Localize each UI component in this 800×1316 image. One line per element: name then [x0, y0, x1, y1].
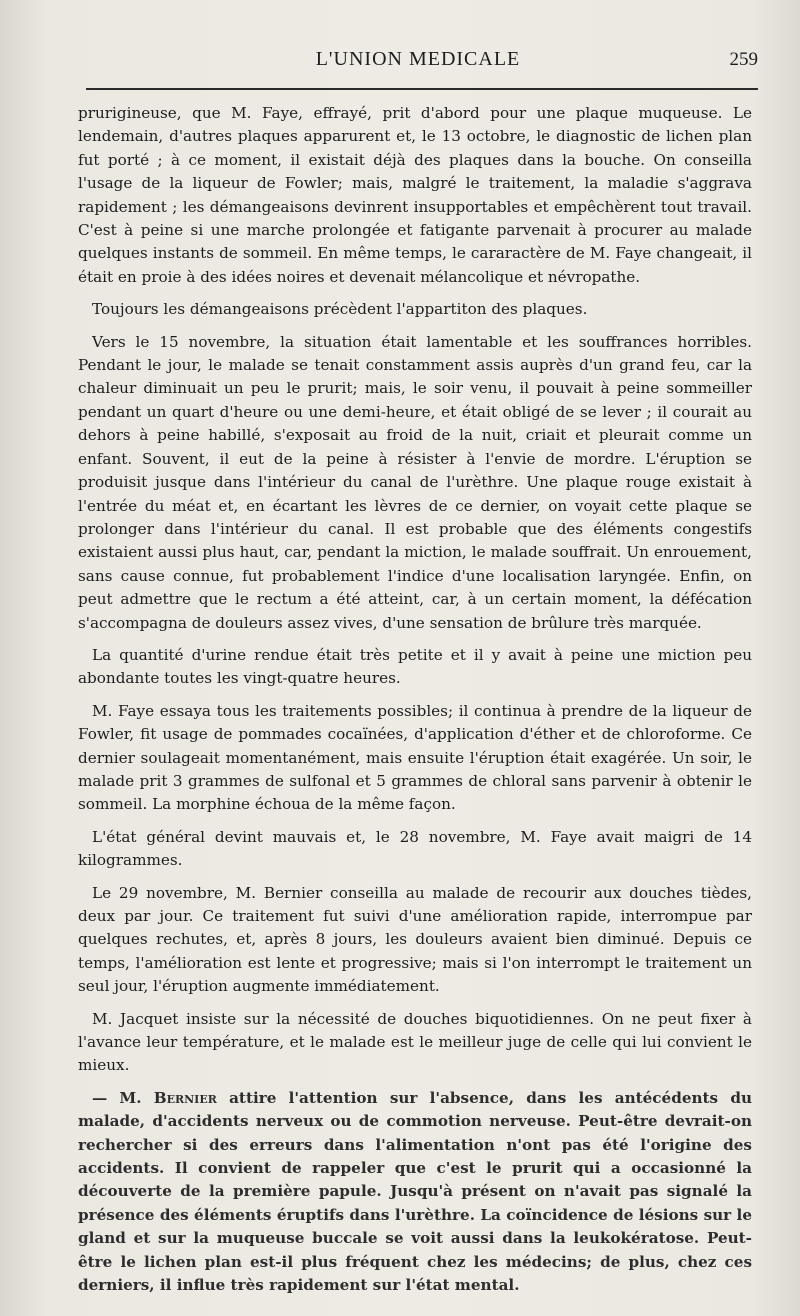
- paragraph-4: La quantité d'urine rendue était très petite et il y avait à peine une miction peu abondante toutes les vingt-quatre heures.: [78, 645, 752, 688]
- speaker-name: Bernier: [153, 1088, 217, 1107]
- dash-prefix: — M.: [92, 1088, 154, 1107]
- paragraph-1: prurigineuse, que M. Faye, effrayé, prit d'abord pour une plaque muqueuse. Le lendemain, d'autres plaques apparurent et, le 13 octobre, le diagnostic de lichen plan fut porté ; à ce moment, il existait déjà des plaques dans la bouche. On conseilla l'usage de la liqueur de Fowler; mais, malgré le traitement, la maladie s'aggrava rapidement ; les démangeaisons devinrent insupportables et empêchèrent tout travail. C'est à peine si une marche prolongée et fatigante parvenait à procurer au malade quelques instants de sommeil. En même temps, le cararactère de M. Faye changeait, il était en proie à des idées noires et devenait mélancolique et névropathe.: [78, 104, 752, 286]
- running-title: L'UNION MEDICALE: [315, 48, 521, 70]
- paragraph-8: M. Jacquet insiste sur la nécessité de douches biquotidiennes. On ne peut fixer à l'avance leur température, et le malade est le meilleur juge de celle qui lui convient le mieux.: [78, 1009, 752, 1075]
- article-body: [78, 102, 752, 1307]
- paragraph-9-text: attire l'attention sur l'absence, dans les antécédents du malade, d'accidents nerveux ou de commotion nerveuse. Peut-être devrait-on rechercher si des erreurs dans l'alimentation n'ont pas été l'origine des accidents. Il convient de rappeler que c'est le prurit qui a occasionné la découverte de la première papule. Jusqu'à présent on n'avait pas signalé la présence des éléments éruptifs dans l'urèthre. La coïncidence de lésions sur le gland et sur la muqueuse buccale se voit aussi dans la leukokératose. Peut-être le lichen plan est-il plus fréquent chez les médecins; de plus, chez ces derniers, il influe très rapidement sur l'état mental.: [78, 1088, 752, 1295]
- paragraph-7: Le 29 novembre, M. Bernier conseilla au malade de recourir aux douches tièdes, deux par jour. Ce traitement fut suivi d'une amélioration rapide, interrompue par quelques rechutes, et, après 8 jours, les douleurs avaient bien diminué. Depuis ce temps, l'amélioration est lente et progressive; mais si l'on interrompt le traitement un seul jour, l'éruption augmente immédiatement.: [78, 883, 752, 996]
- page-number: 259: [729, 49, 758, 70]
- paragraph-2: Toujours les démangeaisons précèdent l'appartiton des plaques.: [92, 300, 588, 319]
- paragraph-9: [78, 1087, 752, 1298]
- page-header: [78, 48, 758, 78]
- paragraph-3: Vers le 15 novembre, la situation était lamentable et les souffrances horribles. Pendant le jour, le malade se tenait constamment assis auprès d'un grand feu, car la chaleur diminuait un peu le prurit; mais, le soir venu, il pouvait à peine sommeiller pendant un quart d'heure ou une demi-heure, et était obligé de se lever ; il courait au dehors à peine habillé, s'exposait au froid de la nuit, criait et pleurait comme un enfant. Souvent, il eut de la peine à résister à l'envie de mordre. L'éruption se produisit jusque dans l'intérieur du canal de l'urèthre. Une plaque rouge existait à l'entrée du méat et, en écartant les lèvres de ce dernier, on voyait cette plaque se prolonger dans l'intérieur du canal. Il est probable que des éléments congestifs existaient aussi plus haut, car, pendant la miction, le malade souffrait. Un enrouement, sans cause connue, fut probablement l'indice d'une localisation laryngée. Enfin, on peut admettre que le rectum a été atteint, car, à un certain moment, la défécation s'accompagna de douleurs assez vives, d'une sensation de brûlure très marquée.: [78, 332, 752, 632]
- paragraph-5: M. Faye essaya tous les traitements possibles; il continua à prendre de la liqueur de Fowler, fit usage de pommades cocaïnées, d'application d'éther et de chloroforme. Ce dernier soulageait momentanément, mais ensuite l'éruption était exagérée. Un soir, le malade prit 3 grammes de sulfonal et 5 grammes de chloral sans parvenir à obtenir le sommeil. La morphine échoua de la même façon.: [78, 701, 752, 814]
- paragraph-6: L'état général devint mauvais et, le 28 novembre, M. Faye avait maigri de 14 kilogrammes.: [78, 827, 752, 870]
- header-rule: [86, 88, 758, 90]
